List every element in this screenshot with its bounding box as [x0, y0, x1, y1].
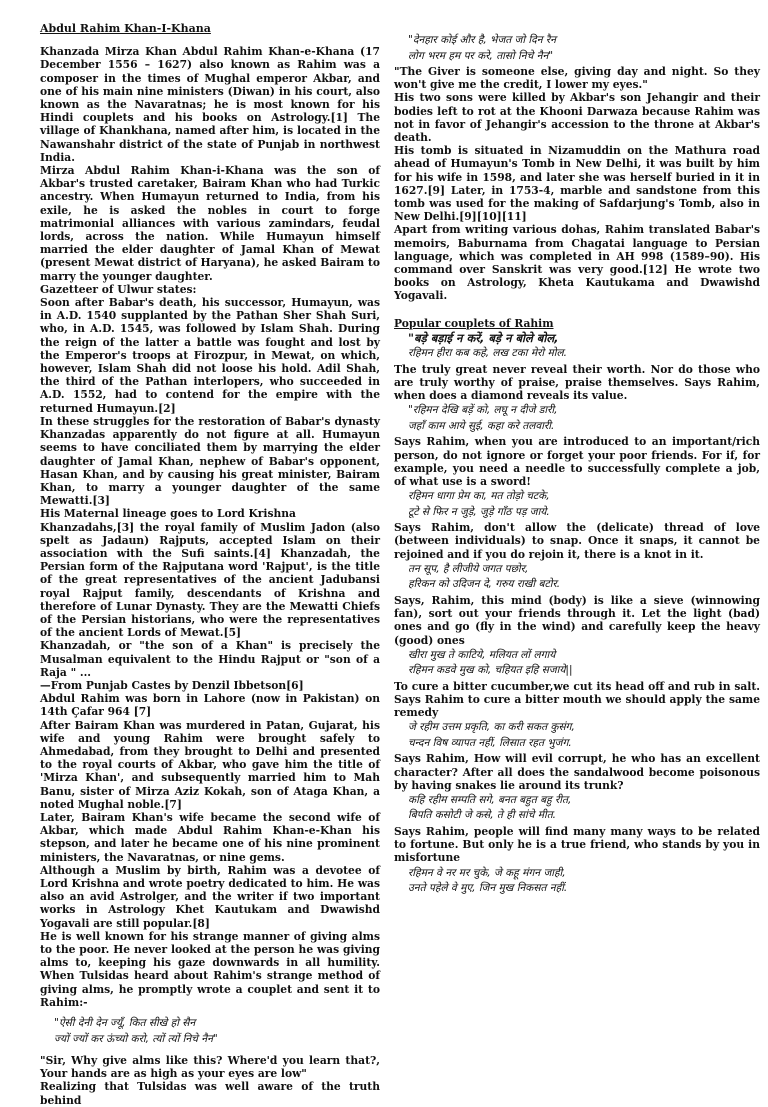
right-column — [394, 32, 760, 898]
stepson-paragraph: Later, Bairam Khan's wife became the second wife of Akbar, which made Abdul Rahim Khan-e-Khan his stepson, and later he became one of his nine prominent ministers, the Navaratnas, or nine gems. — [40, 810, 380, 864]
couplet-6-translation: Says Rahim, How will evil corrupt, he who has an excellent character? After all does the sandalwood become poisonous by having snakes lie around its trunk? — [394, 752, 760, 792]
couplet-7-line-1: कहि रहीम सम्पति सगे, बनत बहुत बहु रीत, — [408, 793, 572, 806]
couplets-section-title: Popular couplets of Rahim — [394, 316, 554, 330]
couplet-5-translation: To cure a bitter cucumber,we cut its head off and rub in salt. Says Rahim to cure a bitter mouth we should apply the same remedy — [394, 679, 760, 720]
birth-paragraph: Abdul Rahim was born in Lahore (now in Pakistan) on 14th Çafar 964 [7] — [40, 692, 380, 719]
couplet-5-line-2: रहिमन कडवे मुख को, चहियत इहि सजाये|| — [408, 664, 573, 677]
gazetteer-paragraph: Soon after Babar's death, his successor, Humayun, was in A.D. 1540 supplanted by the Pathan Sher Shah Suri, who, in A.D. 1545, was followed by Islam Shah. During the reign of the latter a battle was fought and lost by the Emperor's troops at Firozpur, in Mewat, on which, however, Islam Shah did not loose his hold. Adil Shah, the third of the Pathan interlopers, who succeeded in A.D. 1552, had to contend for the empire with the returned Humayun.[2] — [40, 296, 380, 415]
rahim-reply-line-2: लोग भरम हम पर करे, तासो निचे नैन" — [408, 49, 554, 62]
couplet-4-line-2: हरिकन को उदिजन दे, गरुय राखी बटोर. — [408, 578, 561, 591]
couplet-3-translation: Says Rahim, don't allow the (delicate) thread of love (between individuals) to snap. Once it snaps, it cannot be rejoined and if you do rejoin it, there is a knot in it. — [394, 521, 760, 561]
alms-paragraph: He is well known for his strange manner of giving alms to the poor. He never looked at the person he was giving alms to, keeping his gaze downwards in all humility. When Tulsidas heard about Rahim's strange method of giving alms, he promptly wrote a couplet and sent it to Rahim:- — [40, 929, 380, 1009]
page-title: Abdul Rahim Khan-I-Khana — [40, 22, 211, 35]
khanzadahs-paragraph: Khanzadahs,[3] the royal family of Muslim Jadon (also spelt as Jadaun) Rajputs, accepted Islam on their association with the Sufi saints.[4] Khanzadah, the Persian form of the Rajputana word 'Rajput', is the title of the great representatives of the ancient Jadubansi royal Rajput family, descendants of Krishna and therefore of Lunar Dynasty. They are the Mewatti Chiefs of the Persian historians, who were the representatives of the ancient Lords of Mewat.[5] — [40, 520, 380, 640]
tulsidas-couplet-line-1: "ऐसी देनी देन ज्यूँ, कित सीखे हो सैन — [54, 1017, 196, 1030]
couplet-2-translation: Says Rahim, when you are introduced to an important/rich person, do not ignore or forget your poor friends. For if, for example, you need a needle to successfully complete a job, of what use is a sword! — [394, 435, 760, 489]
couplet-6-line-1: जे रहीम उत्तम प्रकृति, का करी सकत कुसंग, — [408, 721, 575, 734]
gazetteer-heading: Gazetteer of Ulwur states: — [40, 282, 197, 296]
tulsidas-couplet-line-2: ज्यों ज्यों कर ऊंच्यो करो, त्यों त्यों निचे नैन" — [54, 1032, 218, 1045]
rahim-reply-line-1: "देनहार कोई और है, भेजत जो दिन रैन — [408, 34, 556, 46]
devotee-paragraph: Although a Muslim by birth, Rahim was a devotee of Lord Krishna and wrote poetry dedicated to him. He was also an avid Astrolger, and the writer if two important works in Astrology Khet Kautukam and Dwawishd Yogavali are still popular.[8] — [40, 863, 380, 930]
translation-works-paragraph: Apart from writing various dohas, Rahim translated Babar's memoirs, Baburnama from Chagatai language to Persian language, which was completed in AH 998 (1589–90). His command over Sanskrit was very good.[12] He wrote two books on Astrology, Kheta Kautukama and Dwawishd Yogavali. — [394, 223, 760, 303]
couplet-7-line-2: बिपति कसोटी जे कसे, ते ही सांचे मीत. — [408, 809, 557, 822]
bairam-khan-paragraph: Mirza Abdul Rahim Khan-i-Khana was the son of Akbar's trusted caretaker, Bairam Khan who had Turkic ancestry. When Humayun returned to India, from his exile, he is asked the nobles in court to forge matrimonial alliances with various zamindars, feudal lords, across the nation. While Humayun himself married the elder daughter of Jamal Khan of Mewat (present Mewat district of Haryana), he asked Bairam to marry the younger daughter. — [40, 164, 380, 283]
couplet-3-line-2: टूटे से फिर न जुड़े, जुड़े गाँठ पड़ जाये. — [408, 505, 550, 518]
couplet-8-line-2: उनते पहेले वे मुए, जिन मुख निकसत नहीं. — [408, 882, 568, 895]
left-column — [40, 22, 380, 1107]
couplet-1-translation: The truly great never reveal their worth. Nor do those who are truly worthy of praise, praise themselves. Says Rahim, when does a diamond reveals its value. — [394, 362, 760, 403]
couplet-3-line-1: रहिमन धागा प्रेम का, मत तोड़ो चटके, — [408, 490, 550, 503]
sons-paragraph: His two sons were killed by Akbar's son Jehangir and their bodies left to rot at the Khooni Darwaza because Rahim was not in favor of Jehangir's accession to the throne at Akbar's death. — [394, 91, 760, 145]
couplet-8-line-1: रहिमन वे नर मर चुके, जे कहू मंगन जाही, — [408, 866, 566, 879]
murder-paragraph: After Bairam Khan was murdered in Patan, Gujarat, his wife and young Rahim were brought safely to Ahmedabad, from they brought to Delhi and presented to the royal courts of Akbar, who gave him the title of 'Mirza Khan', and subsequently married him to Mah Banu, sister of Mirza Aziz Kokah, son of Ataga Khan, a noted Mughal noble.[7] — [40, 718, 380, 811]
couplet-2-line-2: जहाँ काम आये सुई, कहा करे तलवारी. — [408, 419, 555, 432]
intro-paragraph: Khanzada Mirza Khan Abdul Rahim Khan-e-Khana (17 December 1556 – 1627) also known as Rahim was a composer in the times of Mughal emperor Akbar, and one of his main nine ministers (Diwan) in his court, also known as the Navaratnas; he is most known for his Hindi couplets and his books on Astrology.[1] The village of Khankhana, named after him, is located in the Nawanshahr district of the state of Punjab in northwest India. — [40, 45, 380, 164]
tulsidas-translation: "Sir, Why give alms like this? Where'd you learn that?, Your hands are as high as your eyes are low" — [40, 1054, 380, 1081]
realizing-paragraph: Realizing that Tulsidas was well aware of the truth behind — [40, 1080, 380, 1107]
couplet-1-line-1: "बड़े बड़ाई न करें, बड़े न बोले बोल, — [408, 330, 559, 345]
khanzadah-definition: Khanzadah, or "the son of a Khan" is precisely the Musalman equivalent to the Hindu Rajput or "son of a Raja " ... — [40, 639, 380, 679]
rahim-reply-translation: "The Giver is someone else, giving day and night. So they won't give me the credit, I lower my eyes." — [394, 65, 760, 92]
couplet-5-line-1: खीरा मुख ते काटिये, मलियत लों लगाये — [408, 648, 556, 661]
couplet-4-line-1: तन सूप, है लीजीये जगत पछोर, — [408, 562, 529, 575]
couplet-2-line-1: "रहिमन देखि बड़ें को, लघू न दीजे डारी, — [408, 404, 558, 417]
couplet-4-translation: Says, Rahim, this mind (body) is like a sieve (winnowing fan), sort out your friends through it. Let the light (bad) ones and go (fly in the wind) and carefully keep the heavy (good) ones — [394, 593, 760, 647]
couplet-1-line-2: रहिमन हीरा कब कहे, लख टका मेरो मोल. — [408, 347, 567, 360]
maternal-lineage-heading: His Maternal lineage goes to Lord Krishna — [40, 507, 296, 521]
struggles-paragraph: In these struggles for the restoration of Babar's dynasty Khanzadas apparently do not figure at all. Humayun seems to have conciliated them by marrying the elder daughter of Jamal Khan, nephew of Babar's opponent, Hasan Khan, and by causing his great minister, Bairam Khan, to marry a younger daughter of the same Mewatti.[3] — [40, 414, 380, 508]
couplet-6-line-2: चन्दन विष व्यापत नहीं, लिसात रहत भुजंग. — [408, 736, 572, 749]
couplet-7-translation: Says Rahim, people will find many many ways to be related to fortune. But only he is a true friend, who stands by you in misfortune — [394, 824, 760, 865]
tomb-paragraph: His tomb is situated in Nizamuddin on the Mathura road ahead of Humayun's Tomb in New Delhi, it was built by him for his wife in 1598, and later she was herself buried in it in 1627.[9] Later, in 1753-4, marble and sandstone from this tomb was used for the making of Safdarjung's Tomb, also in New Delhi.[9][10][11] — [394, 144, 760, 224]
ibbetson-citation: —From Punjab Castes by Denzil Ibbetson[6] — [40, 678, 304, 692]
